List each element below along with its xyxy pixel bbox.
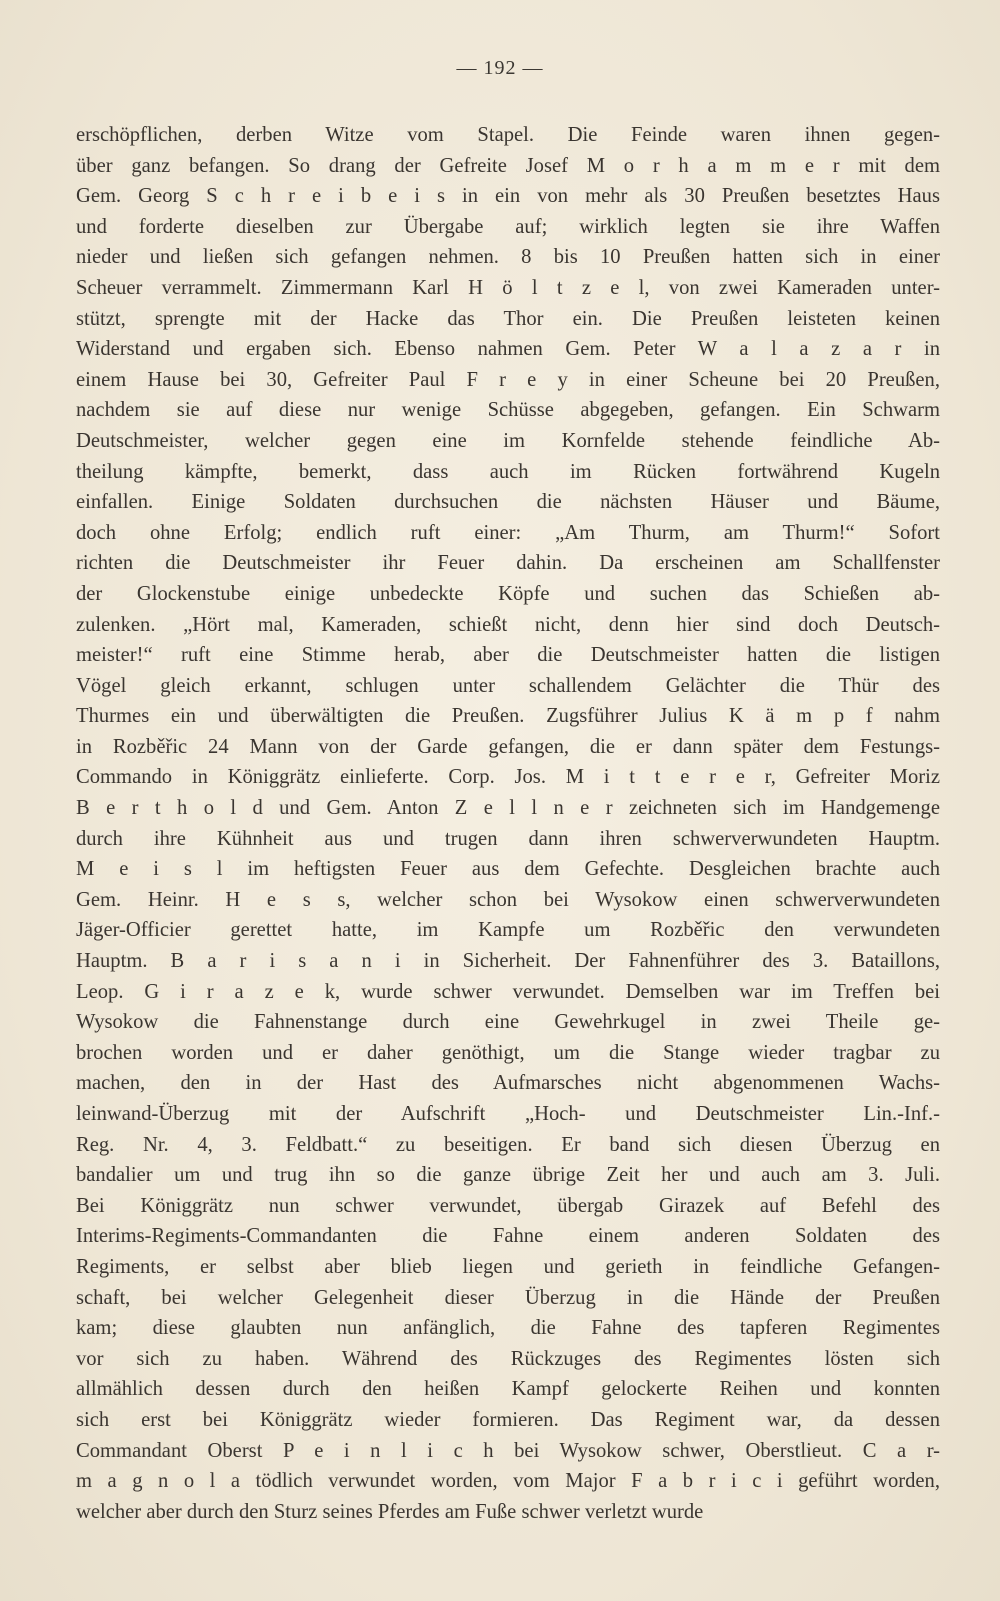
- text-line: und forderte dieselben zur Übergabe auf; wirklich legten sie ihre Waffen: [76, 215, 940, 238]
- text-line: Vögel gleich erkannt, schlugen unter schallendem Gelächter die Thür des: [76, 674, 940, 697]
- text-line: einfallen. Einige Soldaten durchsuchen die nächsten Häuser und Bäume,: [76, 491, 940, 514]
- text-line: Widerstand und ergaben sich. Ebenso nahmen Gem. Peter W a l a z a r in: [76, 338, 940, 361]
- text-line: richten die Deutschmeister ihr Feuer dahin. Da erscheinen am Schallfenster: [76, 552, 940, 575]
- text-line: Commandant Oberst P e i n l i c h bei Wysokow schwer, Oberstlieut. C a r-: [76, 1439, 940, 1462]
- text-line: machen, den in der Hast des Aufmarsches nicht abgenommenen Wachs-: [76, 1072, 940, 1095]
- text-line: über ganz befangen. So drang der Gefreite Josef M o r h a m m e r mit dem: [76, 154, 940, 177]
- text-line: schaft, bei welcher Gelegenheit dieser Überzug in die Hände der Preußen: [76, 1286, 940, 1309]
- text-line: welcher aber durch den Sturz seines Pferdes am Fuße schwer verletzt wurde: [76, 1500, 704, 1523]
- text-line: brochen worden und er daher genöthigt, um die Stange wieder tragbar zu: [76, 1041, 940, 1064]
- text-line: theilung kämpfte, bemerkt, dass auch im Rücken fortwährend Kugeln: [76, 460, 940, 483]
- text-line: zulenken. „Hört mal, Kameraden, schießt nicht, denn hier sind doch Deutsch-: [76, 613, 940, 636]
- text-line: kam; diese glaubten nun anfänglich, die Fahne des tapferen Regimentes: [76, 1317, 940, 1340]
- text-line: Gem. Georg S c h r e i b e i s in ein von mehr als 30 Preußen besetztes Haus: [76, 185, 940, 208]
- text-line: Jäger-Officier gerettet hatte, im Kampfe um Rozběřic den verwundeten: [76, 919, 940, 942]
- text-line: vor sich zu haben. Während des Rückzuges des Regimentes lösten sich: [76, 1347, 940, 1370]
- text-line: M e i s l im heftigsten Feuer aus dem Gefechte. Desgleichen brachte auch: [76, 858, 940, 881]
- text-line: Scheuer verrammelt. Zimmermann Karl H ö l t z e l, von zwei Kameraden unter-: [76, 276, 940, 299]
- text-line: stützt, sprengte mit der Hacke das Thor ein. Die Preußen leisteten keinen: [76, 307, 940, 330]
- text-line: der Glockenstube einige unbedeckte Köpfe und suchen das Schießen ab-: [76, 582, 940, 605]
- text-line: meister!“ ruft eine Stimme herab, aber die Deutschmeister hatten die listigen: [76, 644, 940, 667]
- text-line: Leop. G i r a z e k, wurde schwer verwundet. Demselben war im Treffen bei: [76, 980, 940, 1003]
- text-line: erschöpflichen, derben Witze vom Stapel. Die Feinde waren ihnen gegen-: [76, 124, 940, 146]
- text-line: Gem. Heinr. H e s s, welcher schon bei Wysokow einen schwerverwundeten: [76, 888, 940, 911]
- text-line: bandalier um und trug ihn so die ganze übrige Zeit her und auch am 3. Juli.: [76, 1164, 940, 1187]
- page-number: — 192 —: [456, 57, 544, 79]
- text-line: B e r t h o l d und Gem. Anton Z e l l n e r zeichneten sich im Handgemenge: [76, 797, 940, 820]
- text-line: doch ohne Erfolg; endlich ruft einer: „Am Thurm, am Thurm!“ Sofort: [76, 521, 940, 544]
- text-line: Hauptm. B a r i s a n i in Sicherheit. Der Fahnenführer des 3. Bataillons,: [76, 950, 940, 973]
- text-line: sich erst bei Königgrätz wieder formieren. Das Regiment war, da dessen: [76, 1408, 940, 1431]
- text-line: in Rozběřic 24 Mann von der Garde gefangen, die er dann später dem Festungs-: [76, 735, 940, 758]
- body-text: [76, 120, 940, 1527]
- text-line: Deutschmeister, welcher gegen eine im Kornfelde stehende feindliche Ab-: [76, 429, 940, 452]
- text-line: einem Hause bei 30, Gefreiter Paul F r e y in einer Scheune bei 20 Preußen,: [76, 368, 940, 391]
- text-line: Commando in Königgrätz einlieferte. Corp. Jos. M i t t e r e r, Gefreiter Moriz: [76, 766, 940, 789]
- text-line: leinwand-Überzug mit der Aufschrift „Hoch- und Deutschmeister Lin.-Inf.-: [76, 1103, 940, 1125]
- text-line: nachdem sie auf diese nur wenige Schüsse abgegeben, gefangen. Ein Schwarm: [76, 399, 940, 422]
- text-line: nieder und ließen sich gefangen nehmen. 8 bis 10 Preußen hatten sich in einer: [76, 246, 940, 269]
- text-line: Reg. Nr. 4, 3. Feldbatt.“ zu beseitigen. Er band sich diesen Überzug en: [76, 1133, 940, 1156]
- text-line: Interims-Regiments-Commandanten die Fahne einem anderen Soldaten des: [76, 1225, 940, 1248]
- text-line: Bei Königgrätz nun schwer verwundet, übergab Girazek auf Befehl des: [76, 1194, 940, 1217]
- text-line: m a g n o l a tödlich verwundet worden, vom Major F a b r i c i geführt worden,: [76, 1470, 940, 1493]
- text-line: durch ihre Kühnheit aus und trugen dann ihren schwerverwundeten Hauptm.: [76, 827, 940, 850]
- text-line: Thurmes ein und überwältigten die Preußen. Zugsführer Julius K ä m p f nahm: [76, 705, 940, 728]
- text-line: Wysokow die Fahnenstange durch eine Gewehrkugel in zwei Theile ge-: [76, 1011, 940, 1034]
- text-line: allmählich dessen durch den heißen Kampf gelockerte Reihen und konnten: [76, 1378, 940, 1401]
- text-line: Regiments, er selbst aber blieb liegen und gerieth in feindliche Gefangen-: [76, 1255, 940, 1278]
